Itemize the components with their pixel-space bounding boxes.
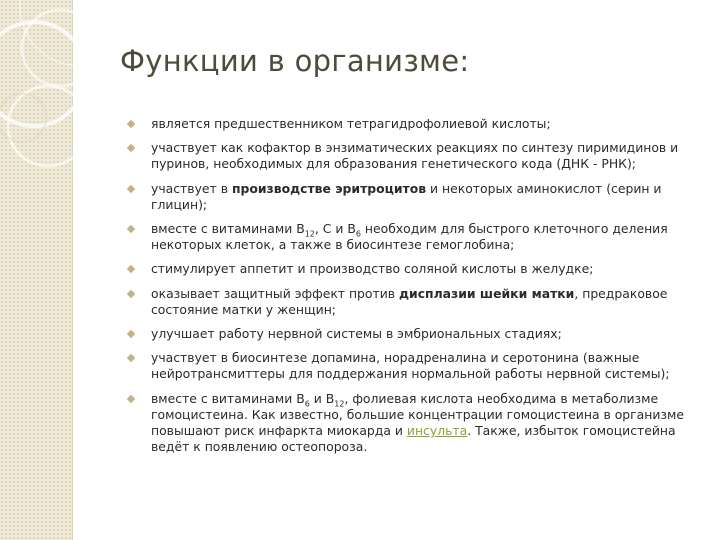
list-item xyxy=(127,391,702,456)
subscript: 12 xyxy=(334,399,345,409)
bullet-icon xyxy=(127,354,135,362)
bullet-text: стимулирует аппетит и производство соляной кислоты в желудке; xyxy=(151,261,594,277)
decorative-rings xyxy=(0,0,140,200)
bullet-icon xyxy=(127,184,135,192)
bullet-text: участвует в биосинтезе допамина, норадреналина и серотонина (важные нейротрансмиттеры для поддержания нормальной работы нервной системы); xyxy=(151,350,670,382)
bullet-text: и В xyxy=(309,390,335,406)
list-item xyxy=(127,261,702,277)
subscript: 6 xyxy=(304,399,310,409)
list-item xyxy=(127,350,702,382)
bold-text: производстве эритроцитов xyxy=(231,180,427,196)
bullet-text: вместе с витаминами В xyxy=(151,221,305,237)
bullet-text: участвует как кофактор в энзиматических реакциях по синтезу пиримидинов и пуринов, необходимых для образования генетического кода (ДНК - РНК); xyxy=(151,140,679,172)
stroke-link[interactable]: инсульта xyxy=(406,423,468,439)
subscript: 6 xyxy=(355,229,361,239)
bullet-text: . Также, избыток гомоцистейна ведёт к появлению остеопороза. xyxy=(151,423,676,455)
list-item xyxy=(127,116,702,132)
bold-text: дисплазии шейки матки xyxy=(399,285,575,301)
list-item xyxy=(127,286,702,318)
bullet-icon xyxy=(127,225,135,233)
bullet-text: является предшественником тетрагидрофолиевой кислоты; xyxy=(151,116,551,131)
list-item xyxy=(127,326,702,342)
bullet-icon xyxy=(127,289,135,297)
bullet-icon xyxy=(127,330,135,338)
bullet-text: оказывает защитный эффект против xyxy=(151,285,400,301)
bullet-text: вместе с витаминами В xyxy=(151,390,305,406)
list-item xyxy=(127,221,702,253)
bullet-text: участвует в xyxy=(151,180,232,196)
bullet-icon xyxy=(127,120,135,128)
bullet-icon xyxy=(127,144,135,152)
bullet-icon xyxy=(127,265,135,273)
bullet-list xyxy=(127,116,702,463)
bullet-text: и некоторых аминокислот (серин и глицин); xyxy=(151,180,662,212)
bullet-text: необходим для быстрого клеточного деления некоторых клеток, а также в биосинтезе гемоглобина; xyxy=(151,221,668,253)
list-item xyxy=(127,181,702,213)
bullet-text: , предраковое состояние матки у женщин; xyxy=(151,285,668,317)
list-item xyxy=(127,140,702,172)
page-title: Функции в организме: xyxy=(120,44,470,78)
bullet-icon xyxy=(127,394,135,402)
bullet-text: улучшает работу нервной системы в эмбриональных стадиях; xyxy=(151,326,562,342)
bullet-text: , С и В xyxy=(314,221,356,237)
subscript: 12 xyxy=(304,229,315,239)
bullet-text: , фолиевая кислота необходима в метаболизме гомоцистеина. Как известно, большие концентрации гомоцистеина в организме повышают риск инфаркта миокарда и xyxy=(151,390,684,439)
